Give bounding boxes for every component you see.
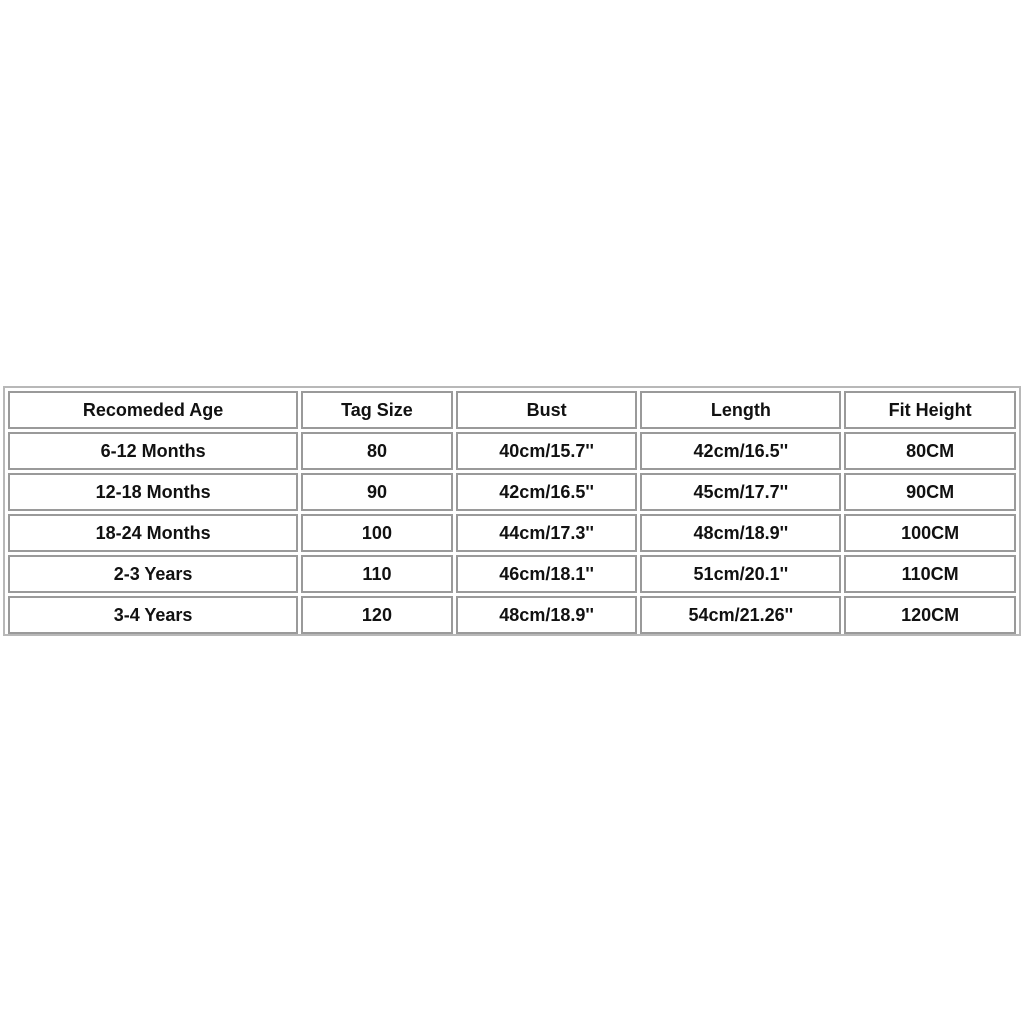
size-chart-table xyxy=(5,388,1019,637)
header-fit-height: Fit Height xyxy=(844,391,1016,429)
size-chart xyxy=(3,386,1021,636)
header-length: Length xyxy=(640,391,841,429)
table-row xyxy=(8,596,1016,634)
cell-age: 3-4 Years xyxy=(8,596,298,634)
table-row xyxy=(8,555,1016,593)
cell-tag-size: 110 xyxy=(301,555,453,593)
cell-length: 45cm/17.7'' xyxy=(640,473,841,511)
cell-length: 54cm/21.26'' xyxy=(640,596,841,634)
table-row xyxy=(8,432,1016,470)
cell-age: 18-24 Months xyxy=(8,514,298,552)
cell-age: 2-3 Years xyxy=(8,555,298,593)
cell-fit-height: 90CM xyxy=(844,473,1016,511)
cell-length: 42cm/16.5'' xyxy=(640,432,841,470)
table-row xyxy=(8,473,1016,511)
cell-fit-height: 110CM xyxy=(844,555,1016,593)
cell-age: 12-18 Months xyxy=(8,473,298,511)
cell-bust: 48cm/18.9'' xyxy=(456,596,638,634)
table-row xyxy=(8,514,1016,552)
cell-tag-size: 80 xyxy=(301,432,453,470)
table-header-row xyxy=(8,391,1016,429)
cell-length: 51cm/20.1'' xyxy=(640,555,841,593)
cell-bust: 42cm/16.5'' xyxy=(456,473,638,511)
header-bust: Bust xyxy=(456,391,638,429)
cell-fit-height: 100CM xyxy=(844,514,1016,552)
cell-fit-height: 120CM xyxy=(844,596,1016,634)
cell-bust: 40cm/15.7'' xyxy=(456,432,638,470)
cell-fit-height: 80CM xyxy=(844,432,1016,470)
cell-bust: 44cm/17.3'' xyxy=(456,514,638,552)
cell-bust: 46cm/18.1'' xyxy=(456,555,638,593)
cell-tag-size: 120 xyxy=(301,596,453,634)
cell-length: 48cm/18.9'' xyxy=(640,514,841,552)
cell-tag-size: 90 xyxy=(301,473,453,511)
header-tag-size: Tag Size xyxy=(301,391,453,429)
cell-tag-size: 100 xyxy=(301,514,453,552)
header-recommended-age: Recomeded Age xyxy=(8,391,298,429)
cell-age: 6-12 Months xyxy=(8,432,298,470)
